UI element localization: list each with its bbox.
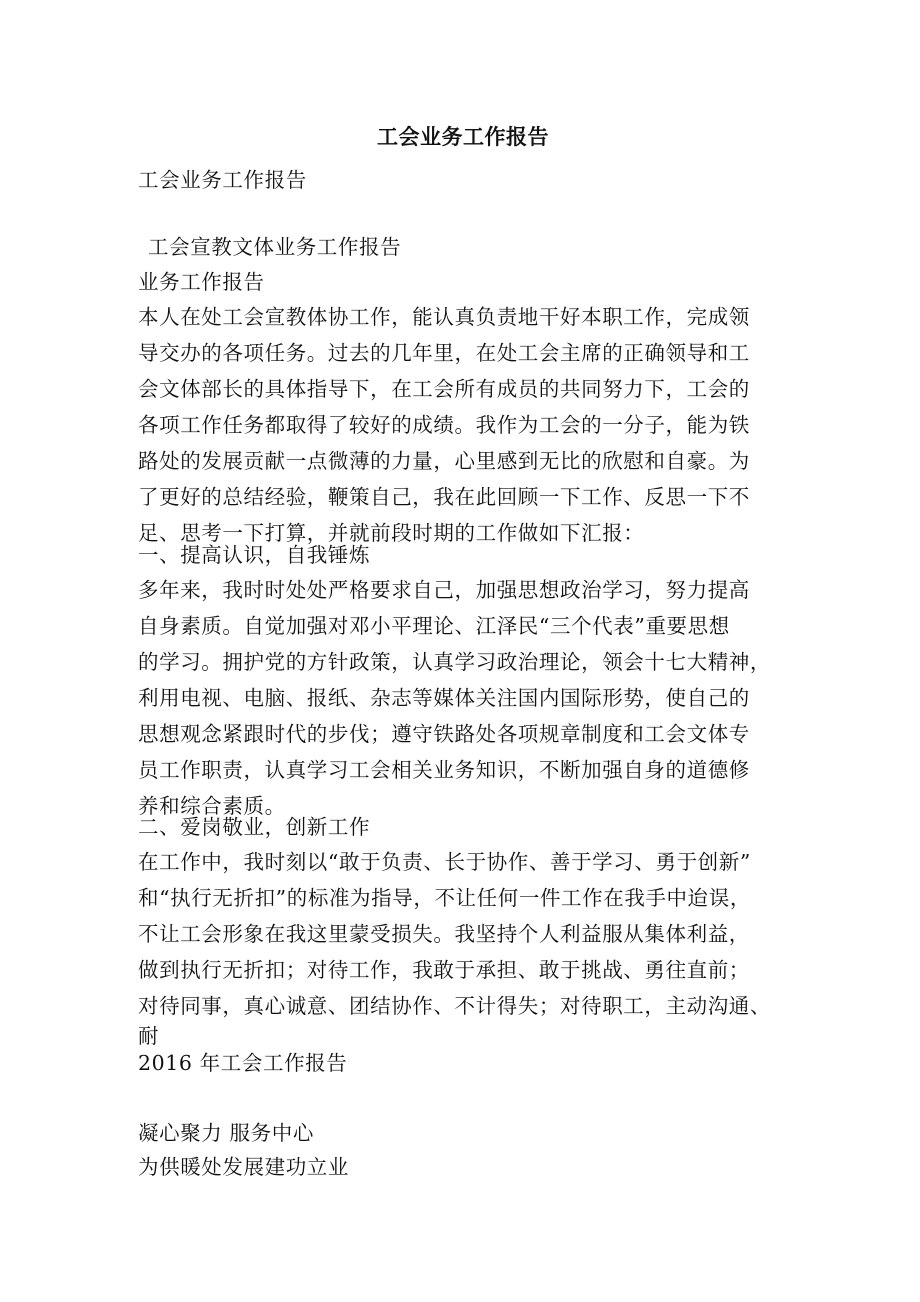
section-heading: 工会宣教文体业务工作报告 (148, 235, 402, 259)
paragraph-line: 耐 (138, 1024, 160, 1048)
paragraph-line: 会文体部长的具体指导下，在工会所有成员的共同努力下，工会的 (138, 377, 750, 401)
paragraph-line: 利用电视、电脑、报纸、杂志等媒体关注国内国际形势，使自己的 (138, 686, 750, 710)
paragraph-line: 思想观念紧跟时代的步伐；遵守铁路处各项规章制度和工会文体专 (138, 722, 750, 746)
section-heading: 一、提高认识，自我锤炼 (138, 543, 371, 567)
section-heading: 二、爱岗敬业，创新工作 (138, 815, 371, 839)
text-line: 工会业务工作报告 (138, 168, 307, 192)
paragraph-line: 本人在处工会宣教体协工作，能认真负责地干好本职工作，完成领 (138, 305, 750, 329)
paragraph-line: 的学习。拥护党的方针政策，认真学习政治理论，领会十七大精神， (138, 650, 771, 674)
document-title: 工会业务工作报告 (377, 125, 549, 149)
paragraph-line: 自身素质。自觉加强对邓小平理论、江泽民“三个代表”重要思想 (138, 614, 730, 638)
paragraph-line: 做到执行无折扣；对待工作，我敢于承担、敢于挑战、勇往直前； (138, 958, 750, 982)
paragraph-line: 在工作中，我时刻以“敢于负责、长于协作、善于学习、勇于创新” (138, 850, 751, 874)
paragraph-line: 路处的发展贡献一点微薄的力量，心里感到无比的欣慰和自豪。为 (138, 449, 750, 473)
paragraph-line: 养和综合素质。 (138, 794, 286, 818)
subtitle-line: 为供暖处发展建功立业 (138, 1155, 349, 1179)
paragraph-line: 足、思考一下打算，并就前段时期的工作做如下汇报： (138, 521, 645, 545)
paragraph-line: 对待同事，真心诚意、团结协作、不计得失；对待职工，主动沟通、 (138, 994, 771, 1018)
paragraph-line: 员工作职责，认真学习工会相关业务知识，不断加强自身的道德修 (138, 758, 750, 782)
paragraph-line: 和“执行无折扣”的标准为指导，不让任何一件工作在我手中迨误， (138, 886, 751, 910)
paragraph-line: 了更好的总结经验，鞭策自己，我在此回顾一下工作、反思一下不 (138, 485, 750, 509)
paragraph-line: 多年来，我时时处处严格要求自己，加强思想政治学习，努力提高 (138, 578, 750, 602)
paragraph-line: 导交办的各项任务。过去的几年里，在处工会主席的正确领导和工 (138, 341, 750, 365)
subtitle-line: 凝心聚力 服务中心 (138, 1121, 314, 1145)
section-heading: 业务工作报告 (138, 270, 265, 294)
paragraph-line: 各项工作任务都取得了较好的成绩。我作为工会的一分子，能为铁 (138, 413, 750, 437)
section-heading: 2016 年工会工作报告 (138, 1051, 348, 1075)
paragraph-line: 不让工会形象在我这里蒙受损失。我坚持个人利益服从集体利益， (138, 922, 750, 946)
